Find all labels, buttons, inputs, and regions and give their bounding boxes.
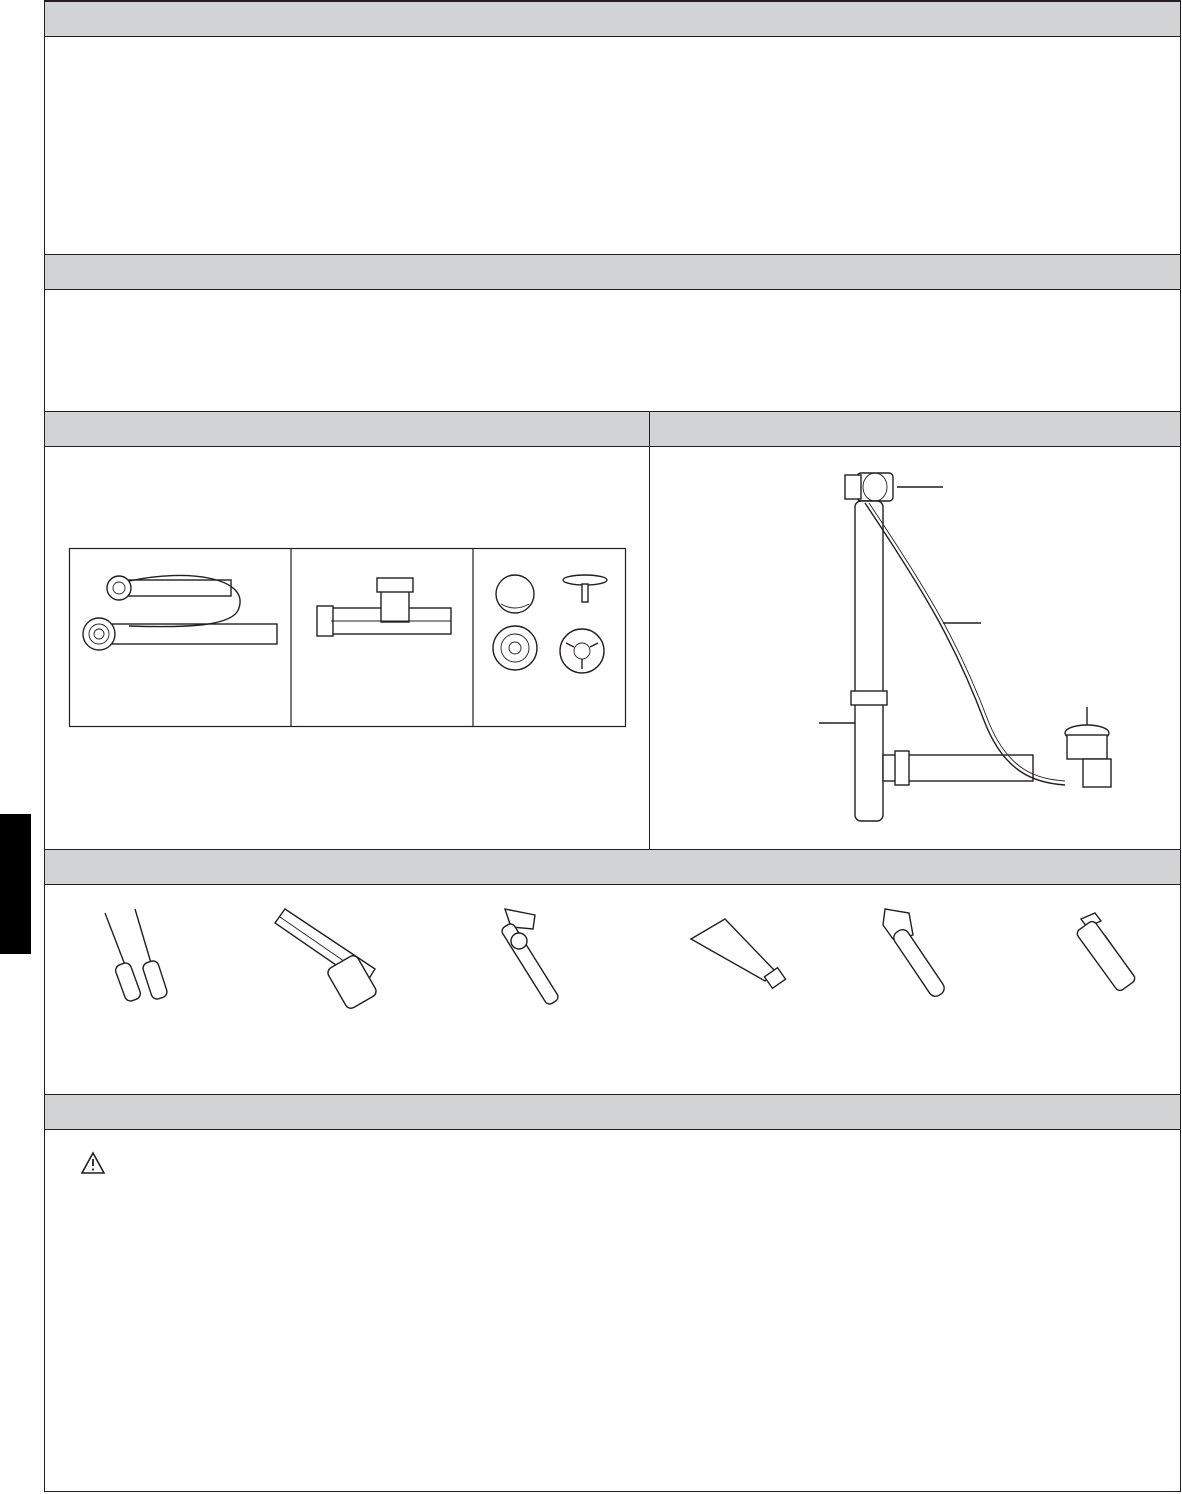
document-frame bbox=[44, 0, 1181, 1492]
utility-knife-icon bbox=[1075, 913, 1136, 992]
adjustable-wrench-icon bbox=[883, 909, 947, 999]
section-3-header-bar bbox=[45, 411, 1180, 447]
parts-box bbox=[69, 548, 626, 728]
bath-drain-diagram bbox=[805, 463, 1145, 833]
overflow-cap-icon bbox=[845, 473, 943, 501]
column-divider bbox=[649, 411, 650, 851]
control-cable-icon bbox=[865, 503, 1065, 785]
screwdrivers-icon bbox=[105, 909, 168, 1003]
hacksaw-icon bbox=[275, 909, 378, 1010]
section-1-header-bar bbox=[45, 1, 1180, 37]
sealant-tube-icon bbox=[691, 919, 786, 988]
section-2-body bbox=[45, 290, 1180, 411]
section-5-header-bar bbox=[45, 1094, 1180, 1130]
side-tab bbox=[0, 814, 31, 954]
drain-stopper-icon bbox=[1065, 707, 1111, 787]
warning-triangle-icon bbox=[80, 1151, 106, 1175]
section-2-header-bar bbox=[45, 254, 1180, 290]
section-4-header-bar bbox=[45, 849, 1180, 885]
tools-row bbox=[75, 899, 1155, 1019]
pipe-wrench-icon bbox=[500, 909, 560, 1006]
section-1-body bbox=[45, 37, 1180, 254]
drain-pipe-icon bbox=[819, 501, 1033, 821]
